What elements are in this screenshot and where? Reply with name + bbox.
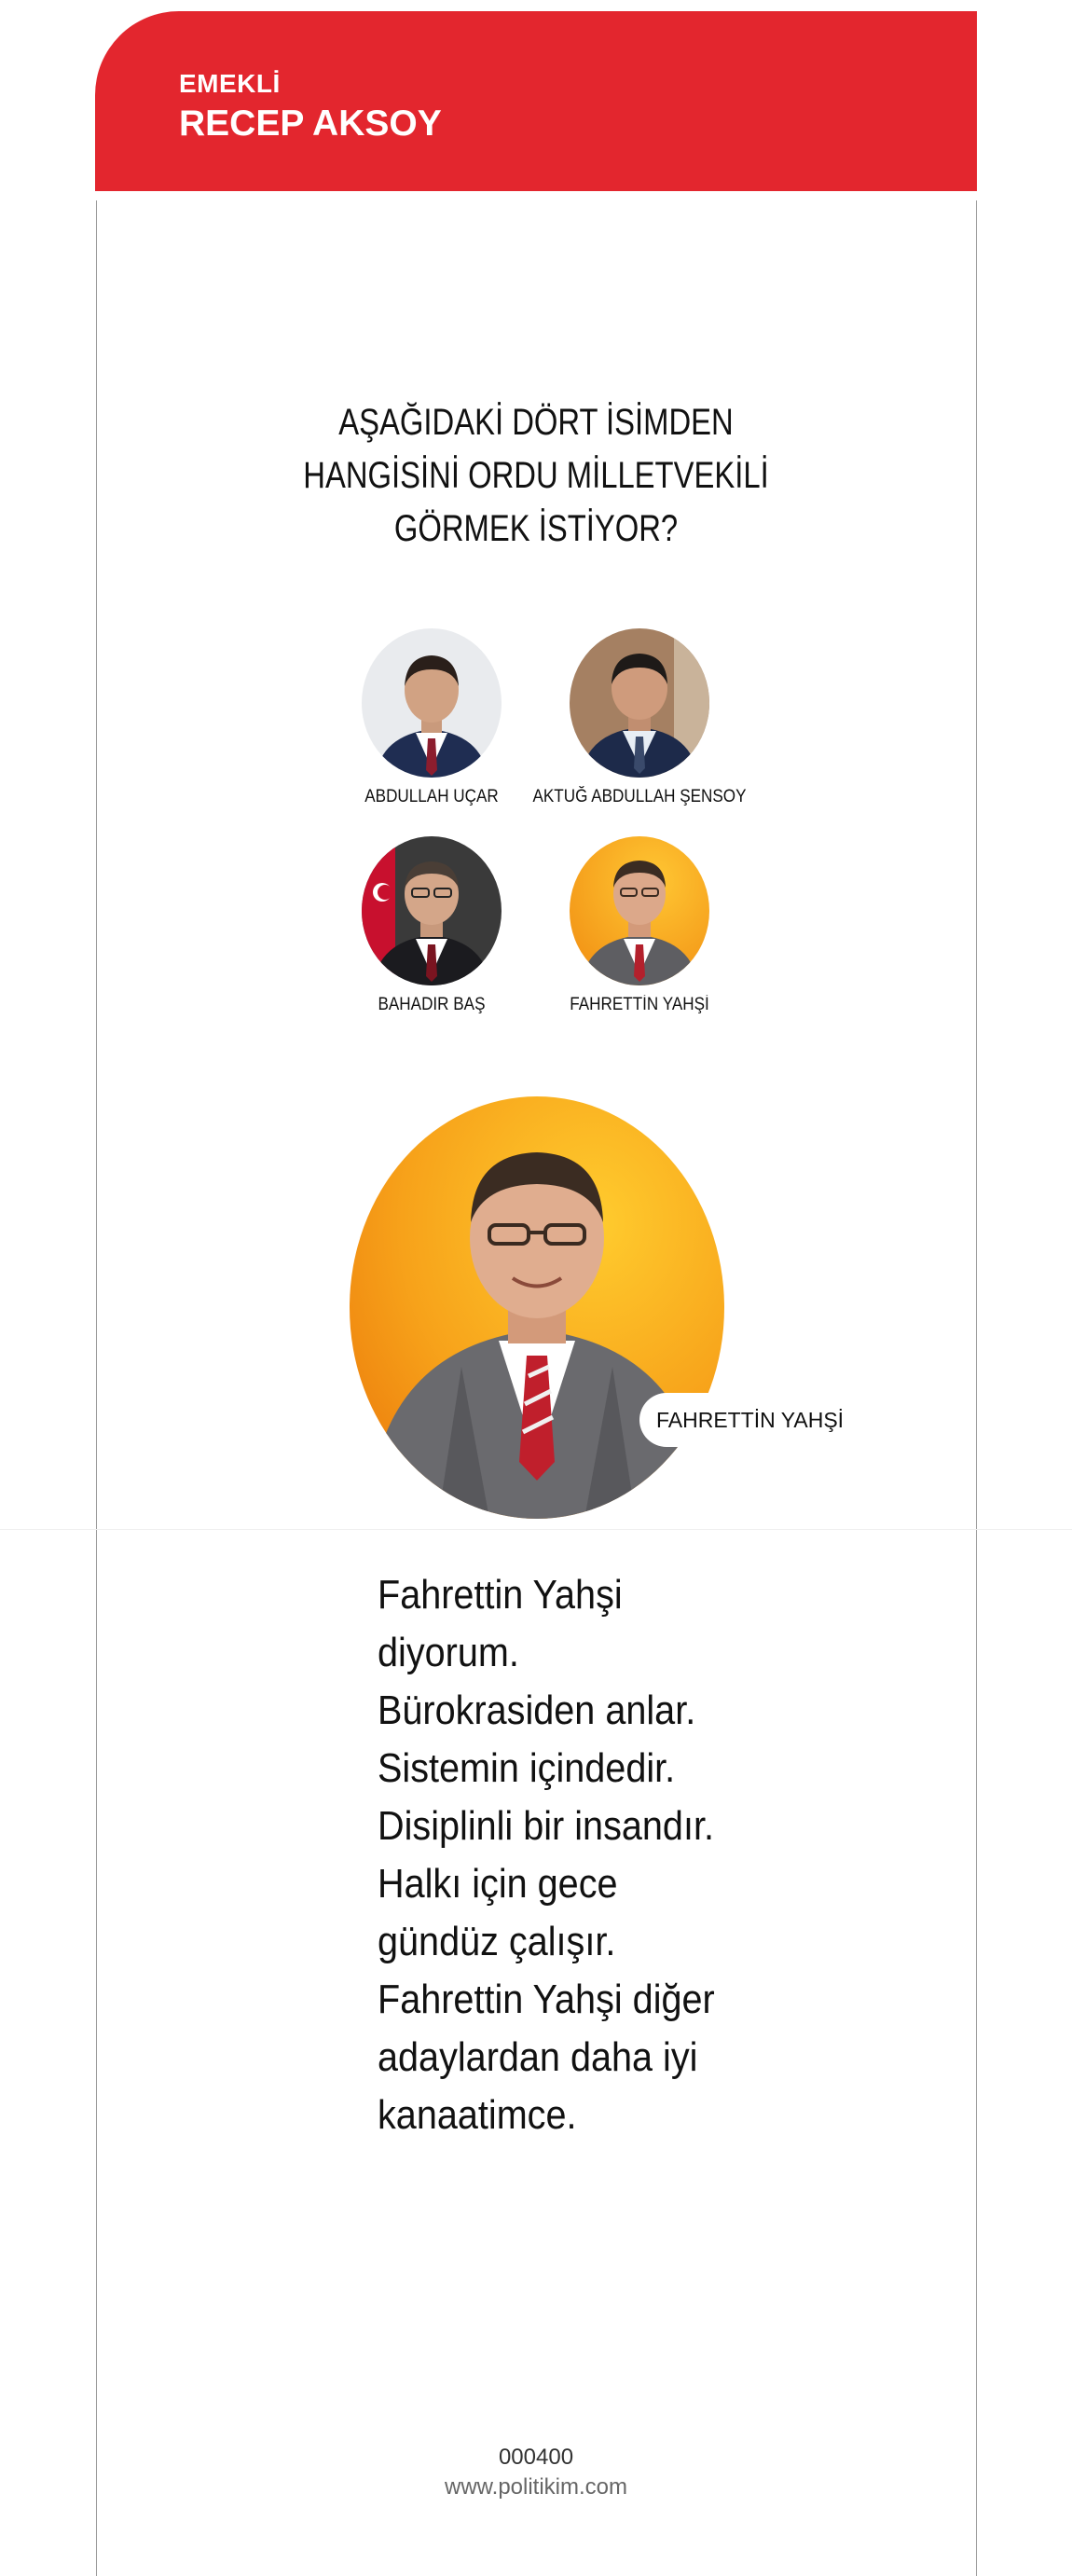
right-border (976, 200, 977, 2576)
comment-line: Fahrettin Yahşi diğer (378, 1977, 715, 2022)
author-header (95, 11, 977, 191)
candidate-aktug-abdullah-sensoy[interactable] (518, 628, 761, 807)
question-line: HANGİSİNİ ORDU MİLLETVEKİLİ (303, 455, 769, 496)
comment-line: Halkı için gece (378, 1861, 618, 1907)
person-photo-icon (570, 836, 709, 985)
candidate-name: AKTUĞ ABDULLAH ŞENSOY (532, 787, 747, 806)
candidate-name: ABDULLAH UÇAR (364, 787, 499, 806)
comment-line: Bürokrasiden anlar. (378, 1687, 696, 1733)
candidate-bahadir-bas[interactable] (310, 836, 553, 1015)
poll-question (97, 396, 976, 556)
candidate-fahrettin-yahsi[interactable] (518, 836, 761, 1015)
person-photo-icon (570, 628, 709, 778)
footer (0, 2443, 1072, 2502)
post-code: 000400 (498, 2445, 574, 2470)
comment-line: Disiplinli bir insandır. (378, 1803, 714, 1849)
author-role: EMEKLİ (179, 69, 281, 98)
candidate-abdullah-ucar[interactable] (310, 628, 553, 807)
comment-line: adaylardan daha iyi (378, 2034, 698, 2080)
candidate-name: BAHADIR BAŞ (378, 995, 486, 1014)
question-line: AŞAĞIDAKİ DÖRT İSİMDEN (338, 402, 734, 443)
comment-line: Fahrettin Yahşi (378, 1572, 623, 1618)
comment-line: Sistemin içindedir. (378, 1745, 676, 1791)
left-border (96, 200, 97, 2576)
author-name: RECEP AKSOY (179, 103, 442, 144)
person-photo-icon (362, 836, 502, 985)
candidate-name: FAHRETTİN YAHŞİ (570, 995, 709, 1014)
section-divider (0, 1529, 1072, 1530)
author-comment (378, 1566, 862, 2144)
person-photo-icon (362, 628, 502, 778)
person-photo-icon (350, 1096, 724, 1519)
comment-line: diyorum. (378, 1630, 519, 1675)
selected-candidate-photo (350, 1096, 724, 1519)
selected-candidate-name-badge: FAHRETTİN YAHŞİ (639, 1393, 862, 1447)
question-line: GÖRMEK İSTİYOR? (393, 508, 679, 549)
site-link[interactable]: www.politikim.com (444, 2474, 628, 2500)
comment-line: gündüz çalışır. (378, 1919, 616, 1964)
comment-line: kanaatimce. (378, 2092, 577, 2138)
